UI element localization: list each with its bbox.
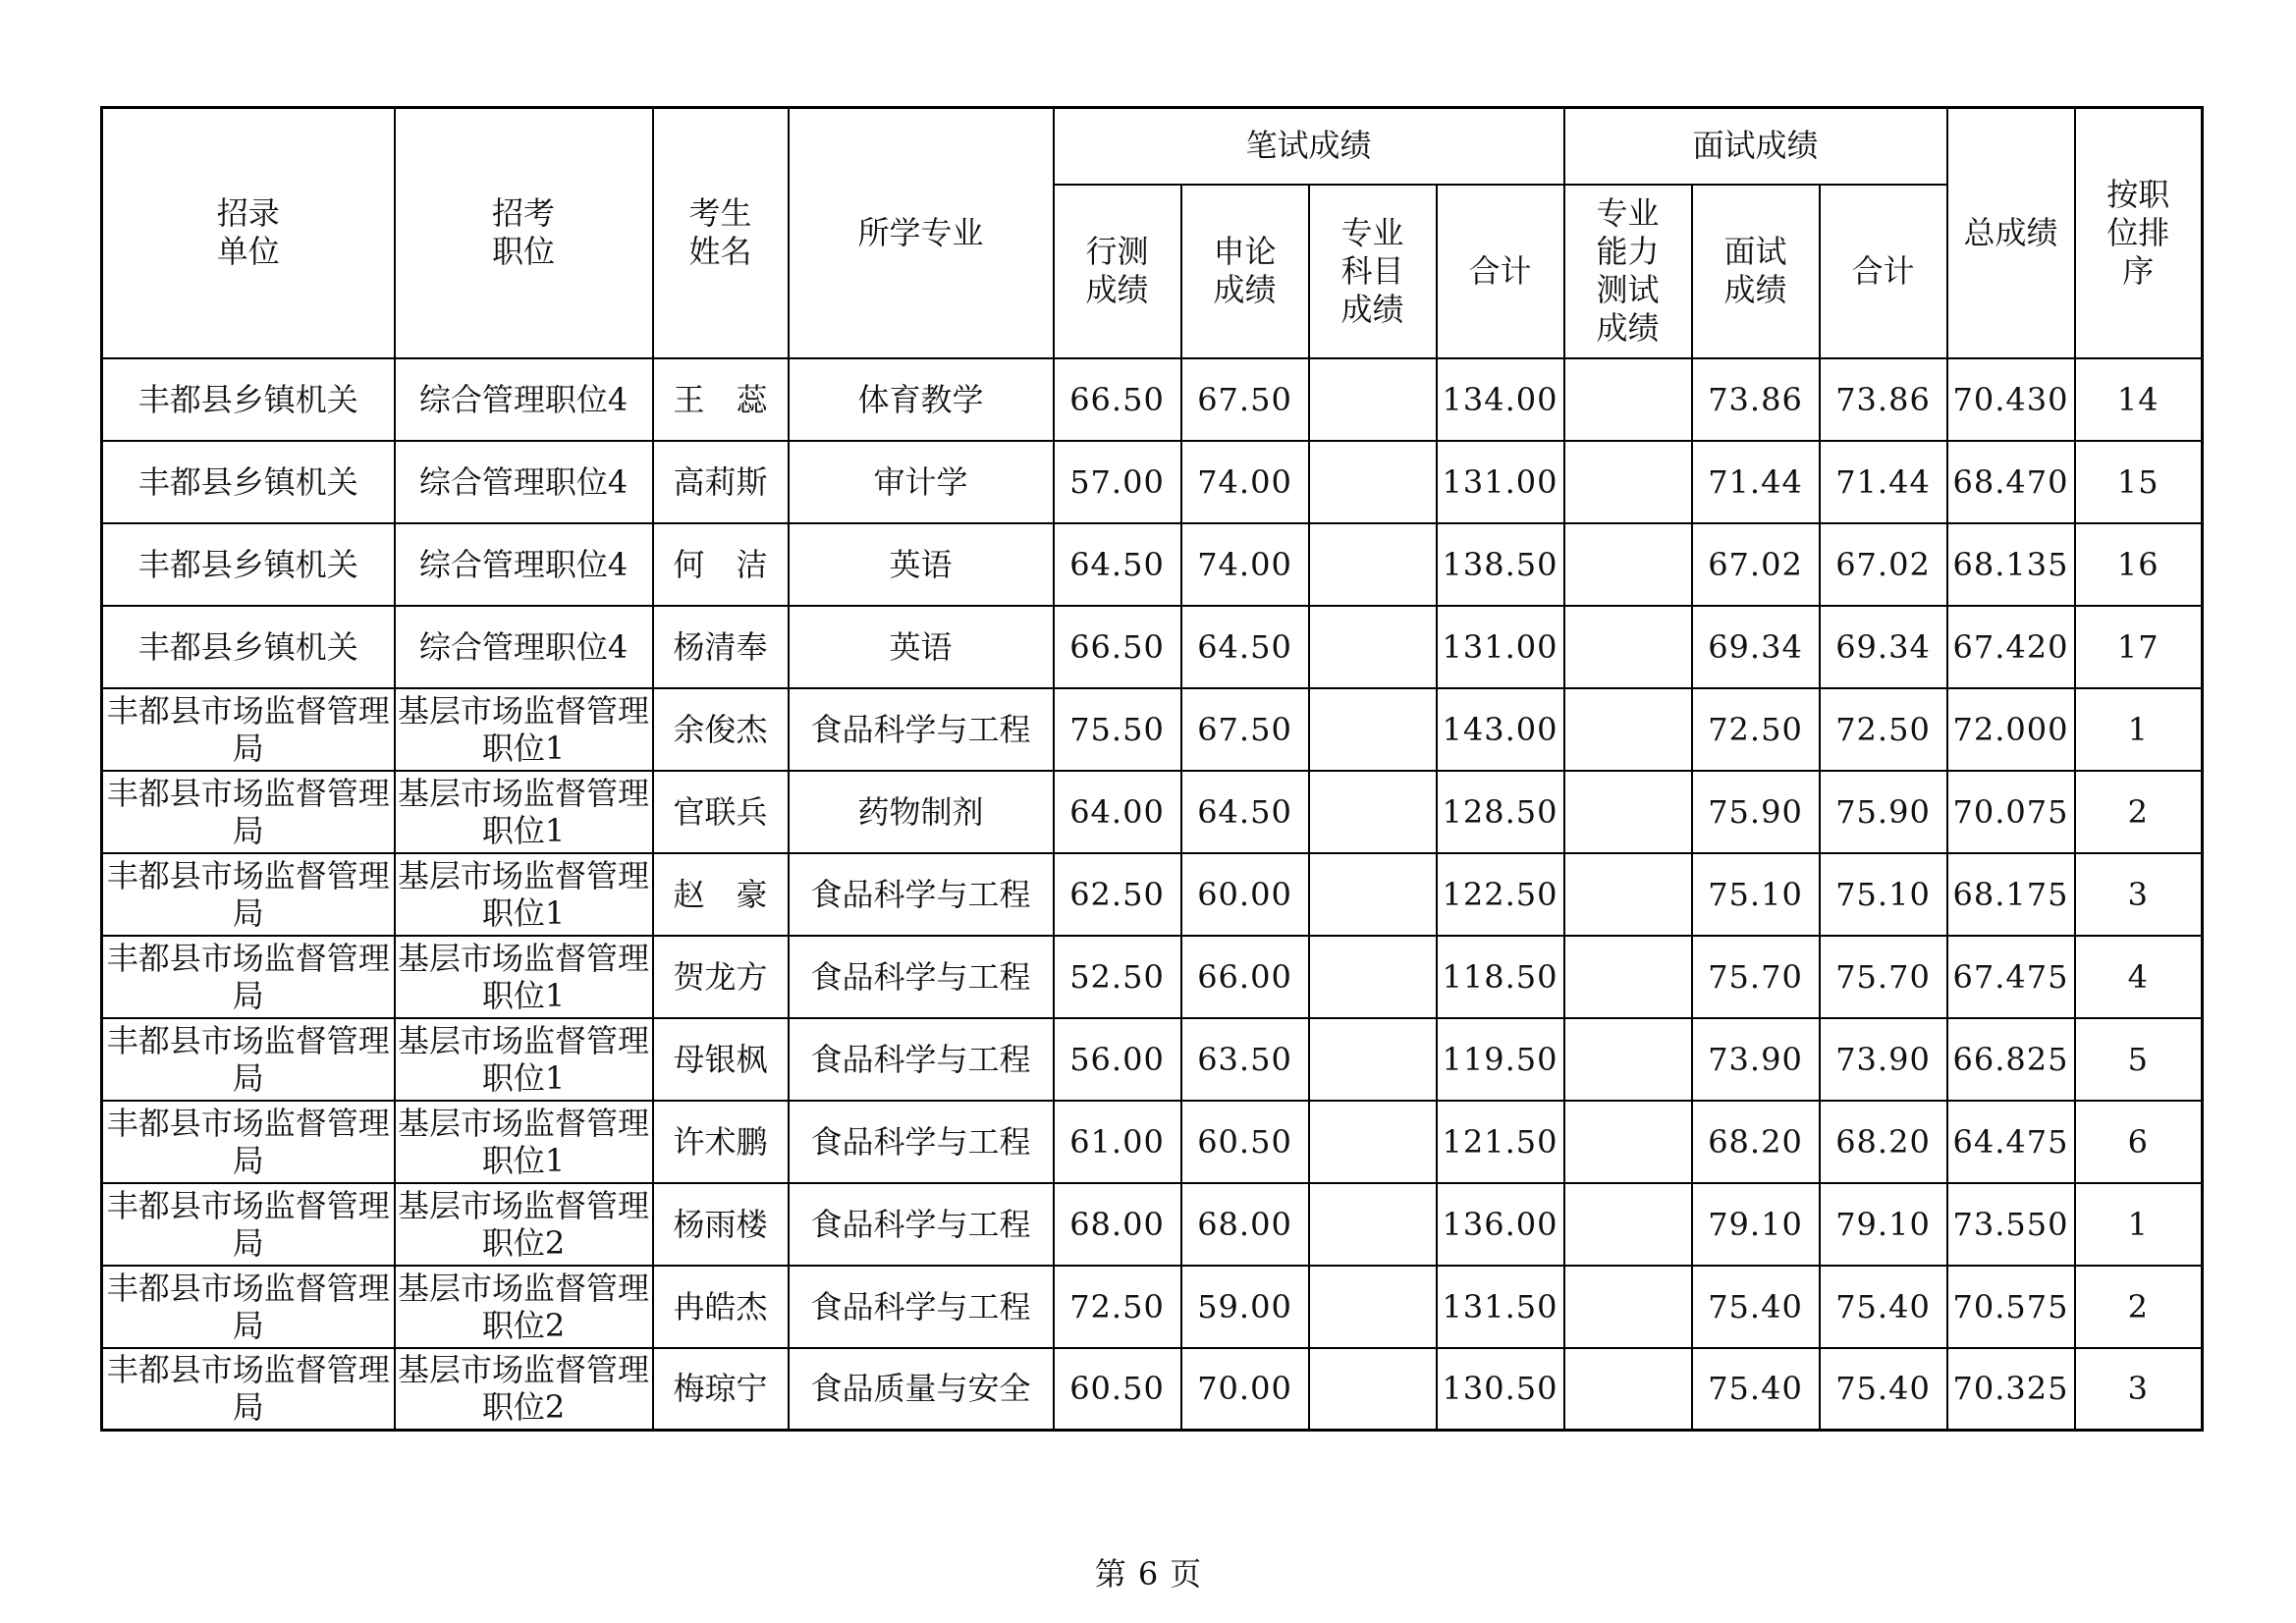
- cell-shenlun: 64.50: [1181, 606, 1309, 688]
- cell-shenlun: 74.00: [1181, 441, 1309, 523]
- cell-rank: 2: [2075, 1266, 2203, 1348]
- cell-interview-total: 67.02: [1820, 523, 1947, 606]
- cell-position: 基层市场监督管理职位1: [395, 936, 653, 1018]
- cell-name: 冉皓杰: [653, 1266, 789, 1348]
- header-unit: [102, 108, 395, 358]
- header-rank: [2075, 108, 2203, 358]
- cell-xingce: 68.00: [1054, 1183, 1181, 1266]
- page-number: 6: [1137, 1555, 1159, 1593]
- header-total-score: [1947, 108, 2075, 358]
- table-row: [102, 1183, 2203, 1266]
- cell-interview: 75.40: [1692, 1348, 1820, 1431]
- cell-interview: 73.86: [1692, 358, 1820, 441]
- cell-name: 官联兵: [653, 771, 789, 853]
- cell-rank: 15: [2075, 441, 2203, 523]
- cell-shenlun: 60.50: [1181, 1101, 1309, 1183]
- cell-subject: [1309, 1101, 1437, 1183]
- cell-unit: 丰都县市场监督管理局: [102, 1348, 395, 1431]
- cell-interview: 79.10: [1692, 1183, 1820, 1266]
- cell-major: 食品科学与工程: [789, 1266, 1054, 1348]
- cell-written-total: 121.50: [1437, 1101, 1564, 1183]
- cell-interview: 69.34: [1692, 606, 1820, 688]
- cell-subject: [1309, 1018, 1437, 1101]
- table-row: [102, 1101, 2203, 1183]
- cell-xingce: 64.50: [1054, 523, 1181, 606]
- cell-ability: [1564, 1018, 1692, 1101]
- cell-xingce: 60.50: [1054, 1348, 1181, 1431]
- header-major: [789, 108, 1054, 358]
- cell-subject: [1309, 523, 1437, 606]
- cell-subject: [1309, 606, 1437, 688]
- cell-position: 基层市场监督管理职位1: [395, 853, 653, 936]
- cell-position: 基层市场监督管理职位1: [395, 688, 653, 771]
- header-written-shenlun-label: 申论 成绩: [1213, 233, 1277, 308]
- cell-unit: 丰都县乡镇机关: [102, 523, 395, 606]
- table-row: [102, 688, 2203, 771]
- header-written-subject: [1309, 185, 1437, 358]
- header-total-score-label: 总成绩: [1963, 213, 2058, 251]
- cell-position: 综合管理职位4: [395, 523, 653, 606]
- cell-major: 药物制剂: [789, 771, 1054, 853]
- cell-unit: 丰都县市场监督管理局: [102, 771, 395, 853]
- header-written-group: [1054, 108, 1564, 185]
- cell-rank: 2: [2075, 771, 2203, 853]
- cell-name: 杨雨楼: [653, 1183, 789, 1266]
- cell-xingce: 62.50: [1054, 853, 1181, 936]
- cell-ability: [1564, 853, 1692, 936]
- table-row: [102, 853, 2203, 936]
- header-interview-total: [1820, 185, 1947, 358]
- cell-subject: [1309, 853, 1437, 936]
- cell-subject: [1309, 358, 1437, 441]
- table-body: [102, 358, 2203, 1431]
- header-interview-ability-label: 专业 能力 测试 成绩: [1596, 194, 1660, 347]
- header-interview-score-label: 面试 成绩: [1723, 233, 1787, 308]
- header-interview-total-label: 合计: [1851, 251, 1915, 290]
- cell-position: 基层市场监督管理职位1: [395, 1018, 653, 1101]
- cell-written-total: 119.50: [1437, 1018, 1564, 1101]
- cell-shenlun: 67.50: [1181, 688, 1309, 771]
- cell-interview: 67.02: [1692, 523, 1820, 606]
- cell-major: 英语: [789, 606, 1054, 688]
- cell-rank: 4: [2075, 936, 2203, 1018]
- cell-subject: [1309, 1348, 1437, 1431]
- cell-position: 综合管理职位4: [395, 606, 653, 688]
- cell-interview-total: 72.50: [1820, 688, 1947, 771]
- cell-interview-total: 69.34: [1820, 606, 1947, 688]
- footer-suffix: 页: [1170, 1555, 1202, 1593]
- cell-shenlun: 64.50: [1181, 771, 1309, 853]
- header-written-subject-label: 专业 科目 成绩: [1340, 213, 1404, 328]
- cell-subject: [1309, 688, 1437, 771]
- cell-name: 赵 豪: [653, 853, 789, 936]
- cell-total-score: 67.420: [1947, 606, 2075, 688]
- cell-ability: [1564, 1101, 1692, 1183]
- cell-position: 综合管理职位4: [395, 358, 653, 441]
- cell-subject: [1309, 1183, 1437, 1266]
- cell-xingce: 66.50: [1054, 358, 1181, 441]
- cell-xingce: 64.00: [1054, 771, 1181, 853]
- cell-name: 何 洁: [653, 523, 789, 606]
- cell-rank: 3: [2075, 853, 2203, 936]
- cell-shenlun: 70.00: [1181, 1348, 1309, 1431]
- header-name-label: 考生 姓名: [688, 194, 752, 271]
- cell-name: 杨清奉: [653, 606, 789, 688]
- cell-unit: 丰都县市场监督管理局: [102, 1018, 395, 1101]
- cell-ability: [1564, 1348, 1692, 1431]
- table-row: [102, 606, 2203, 688]
- cell-major: 审计学: [789, 441, 1054, 523]
- cell-interview: 72.50: [1692, 688, 1820, 771]
- cell-written-total: 138.50: [1437, 523, 1564, 606]
- cell-written-total: 131.00: [1437, 606, 1564, 688]
- cell-interview: 75.90: [1692, 771, 1820, 853]
- header-interview-group-label: 面试成绩: [1692, 127, 1819, 165]
- table-row: [102, 771, 2203, 853]
- table-row: [102, 1018, 2203, 1101]
- cell-rank: 5: [2075, 1018, 2203, 1101]
- table-row: [102, 523, 2203, 606]
- cell-total-score: 73.550: [1947, 1183, 2075, 1266]
- cell-xingce: 61.00: [1054, 1101, 1181, 1183]
- cell-total-score: 64.475: [1947, 1101, 2075, 1183]
- cell-unit: 丰都县乡镇机关: [102, 441, 395, 523]
- cell-interview-total: 75.10: [1820, 853, 1947, 936]
- cell-written-total: 143.00: [1437, 688, 1564, 771]
- cell-rank: 6: [2075, 1101, 2203, 1183]
- header-written-total-label: 合计: [1468, 251, 1532, 290]
- header-major-label: 所学专业: [857, 213, 984, 251]
- cell-subject: [1309, 441, 1437, 523]
- cell-xingce: 66.50: [1054, 606, 1181, 688]
- cell-major: 食品科学与工程: [789, 688, 1054, 771]
- cell-unit: 丰都县市场监督管理局: [102, 936, 395, 1018]
- header-written-group-label: 笔试成绩: [1245, 127, 1372, 165]
- cell-name: 高莉斯: [653, 441, 789, 523]
- cell-major: 食品质量与安全: [789, 1348, 1054, 1431]
- cell-total-score: 70.575: [1947, 1266, 2075, 1348]
- header-unit-label: 招录 单位: [216, 194, 280, 271]
- cell-unit: 丰都县市场监督管理局: [102, 853, 395, 936]
- cell-interview-total: 75.90: [1820, 771, 1947, 853]
- cell-ability: [1564, 688, 1692, 771]
- header-name: [653, 108, 789, 358]
- cell-position: 基层市场监督管理职位2: [395, 1266, 653, 1348]
- page-footer: [0, 1549, 2296, 1595]
- cell-major: 食品科学与工程: [789, 1183, 1054, 1266]
- cell-written-total: 134.00: [1437, 358, 1564, 441]
- cell-written-total: 130.50: [1437, 1348, 1564, 1431]
- cell-major: 英语: [789, 523, 1054, 606]
- cell-interview-total: 68.20: [1820, 1101, 1947, 1183]
- cell-written-total: 118.50: [1437, 936, 1564, 1018]
- cell-rank: 17: [2075, 606, 2203, 688]
- cell-written-total: 131.00: [1437, 441, 1564, 523]
- cell-total-score: 68.470: [1947, 441, 2075, 523]
- header-written-xingce-label: 行测 成绩: [1085, 233, 1149, 308]
- cell-ability: [1564, 441, 1692, 523]
- cell-position: 综合管理职位4: [395, 441, 653, 523]
- cell-ability: [1564, 606, 1692, 688]
- cell-major: 食品科学与工程: [789, 936, 1054, 1018]
- cell-interview: 75.40: [1692, 1266, 1820, 1348]
- cell-rank: 1: [2075, 688, 2203, 771]
- cell-rank: 16: [2075, 523, 2203, 606]
- table-row: [102, 936, 2203, 1018]
- cell-interview-total: 75.40: [1820, 1266, 1947, 1348]
- cell-major: 食品科学与工程: [789, 1101, 1054, 1183]
- table-row: [102, 1266, 2203, 1348]
- cell-shenlun: 74.00: [1181, 523, 1309, 606]
- cell-subject: [1309, 771, 1437, 853]
- table-row: [102, 1348, 2203, 1431]
- cell-shenlun: 60.00: [1181, 853, 1309, 936]
- cell-name: 母银枫: [653, 1018, 789, 1101]
- cell-written-total: 136.00: [1437, 1183, 1564, 1266]
- header-interview-score: [1692, 185, 1820, 358]
- cell-unit: 丰都县市场监督管理局: [102, 1183, 395, 1266]
- cell-interview-total: 71.44: [1820, 441, 1947, 523]
- cell-interview-total: 73.86: [1820, 358, 1947, 441]
- cell-shenlun: 67.50: [1181, 358, 1309, 441]
- cell-position: 基层市场监督管理职位2: [395, 1348, 653, 1431]
- cell-interview: 71.44: [1692, 441, 1820, 523]
- cell-total-score: 67.475: [1947, 936, 2075, 1018]
- cell-xingce: 75.50: [1054, 688, 1181, 771]
- cell-rank: 1: [2075, 1183, 2203, 1266]
- cell-ability: [1564, 1266, 1692, 1348]
- cell-unit: 丰都县市场监督管理局: [102, 1266, 395, 1348]
- footer-prefix: 第: [1094, 1555, 1126, 1593]
- cell-name: 许术鹏: [653, 1101, 789, 1183]
- cell-interview: 75.70: [1692, 936, 1820, 1018]
- cell-interview-total: 75.70: [1820, 936, 1947, 1018]
- header-interview-ability: [1564, 185, 1692, 358]
- cell-total-score: 68.175: [1947, 853, 2075, 936]
- cell-subject: [1309, 936, 1437, 1018]
- cell-total-score: 72.000: [1947, 688, 2075, 771]
- header-position-label: 招考 职位: [491, 194, 555, 271]
- cell-name: 梅琼宁: [653, 1348, 789, 1431]
- header-interview-group: [1564, 108, 1947, 185]
- cell-total-score: 70.325: [1947, 1348, 2075, 1431]
- cell-name: 余俊杰: [653, 688, 789, 771]
- cell-interview-total: 79.10: [1820, 1183, 1947, 1266]
- cell-ability: [1564, 523, 1692, 606]
- cell-ability: [1564, 936, 1692, 1018]
- cell-total-score: 70.075: [1947, 771, 2075, 853]
- cell-xingce: 56.00: [1054, 1018, 1181, 1101]
- score-table: [100, 106, 2204, 1432]
- cell-written-total: 131.50: [1437, 1266, 1564, 1348]
- cell-rank: 14: [2075, 358, 2203, 441]
- table-header: [102, 108, 2203, 358]
- cell-position: 基层市场监督管理职位2: [395, 1183, 653, 1266]
- cell-xingce: 52.50: [1054, 936, 1181, 1018]
- header-rank-label: 按职 位排 序: [2106, 175, 2170, 290]
- table-row: [102, 358, 2203, 441]
- cell-total-score: 70.430: [1947, 358, 2075, 441]
- cell-rank: 3: [2075, 1348, 2203, 1431]
- cell-major: 食品科学与工程: [789, 1018, 1054, 1101]
- cell-name: 王 蕊: [653, 358, 789, 441]
- cell-ability: [1564, 1183, 1692, 1266]
- cell-shenlun: 59.00: [1181, 1266, 1309, 1348]
- cell-interview: 75.10: [1692, 853, 1820, 936]
- cell-interview: 68.20: [1692, 1101, 1820, 1183]
- cell-name: 贺龙方: [653, 936, 789, 1018]
- header-written-shenlun: [1181, 185, 1309, 358]
- cell-ability: [1564, 358, 1692, 441]
- cell-total-score: 68.135: [1947, 523, 2075, 606]
- header-written-total: [1437, 185, 1564, 358]
- cell-total-score: 66.825: [1947, 1018, 2075, 1101]
- cell-interview: 73.90: [1692, 1018, 1820, 1101]
- cell-subject: [1309, 1266, 1437, 1348]
- cell-shenlun: 68.00: [1181, 1183, 1309, 1266]
- cell-unit: 丰都县乡镇机关: [102, 358, 395, 441]
- cell-xingce: 57.00: [1054, 441, 1181, 523]
- cell-written-total: 128.50: [1437, 771, 1564, 853]
- cell-xingce: 72.50: [1054, 1266, 1181, 1348]
- cell-major: 体育教学: [789, 358, 1054, 441]
- header-written-xingce: [1054, 185, 1181, 358]
- header-position: [395, 108, 653, 358]
- cell-unit: 丰都县市场监督管理局: [102, 1101, 395, 1183]
- cell-shenlun: 66.00: [1181, 936, 1309, 1018]
- cell-written-total: 122.50: [1437, 853, 1564, 936]
- cell-major: 食品科学与工程: [789, 853, 1054, 936]
- cell-shenlun: 63.50: [1181, 1018, 1309, 1101]
- cell-position: 基层市场监督管理职位1: [395, 771, 653, 853]
- cell-interview-total: 75.40: [1820, 1348, 1947, 1431]
- table-row: [102, 441, 2203, 523]
- cell-interview-total: 73.90: [1820, 1018, 1947, 1101]
- cell-ability: [1564, 771, 1692, 853]
- cell-position: 基层市场监督管理职位1: [395, 1101, 653, 1183]
- cell-unit: 丰都县乡镇机关: [102, 606, 395, 688]
- cell-unit: 丰都县市场监督管理局: [102, 688, 395, 771]
